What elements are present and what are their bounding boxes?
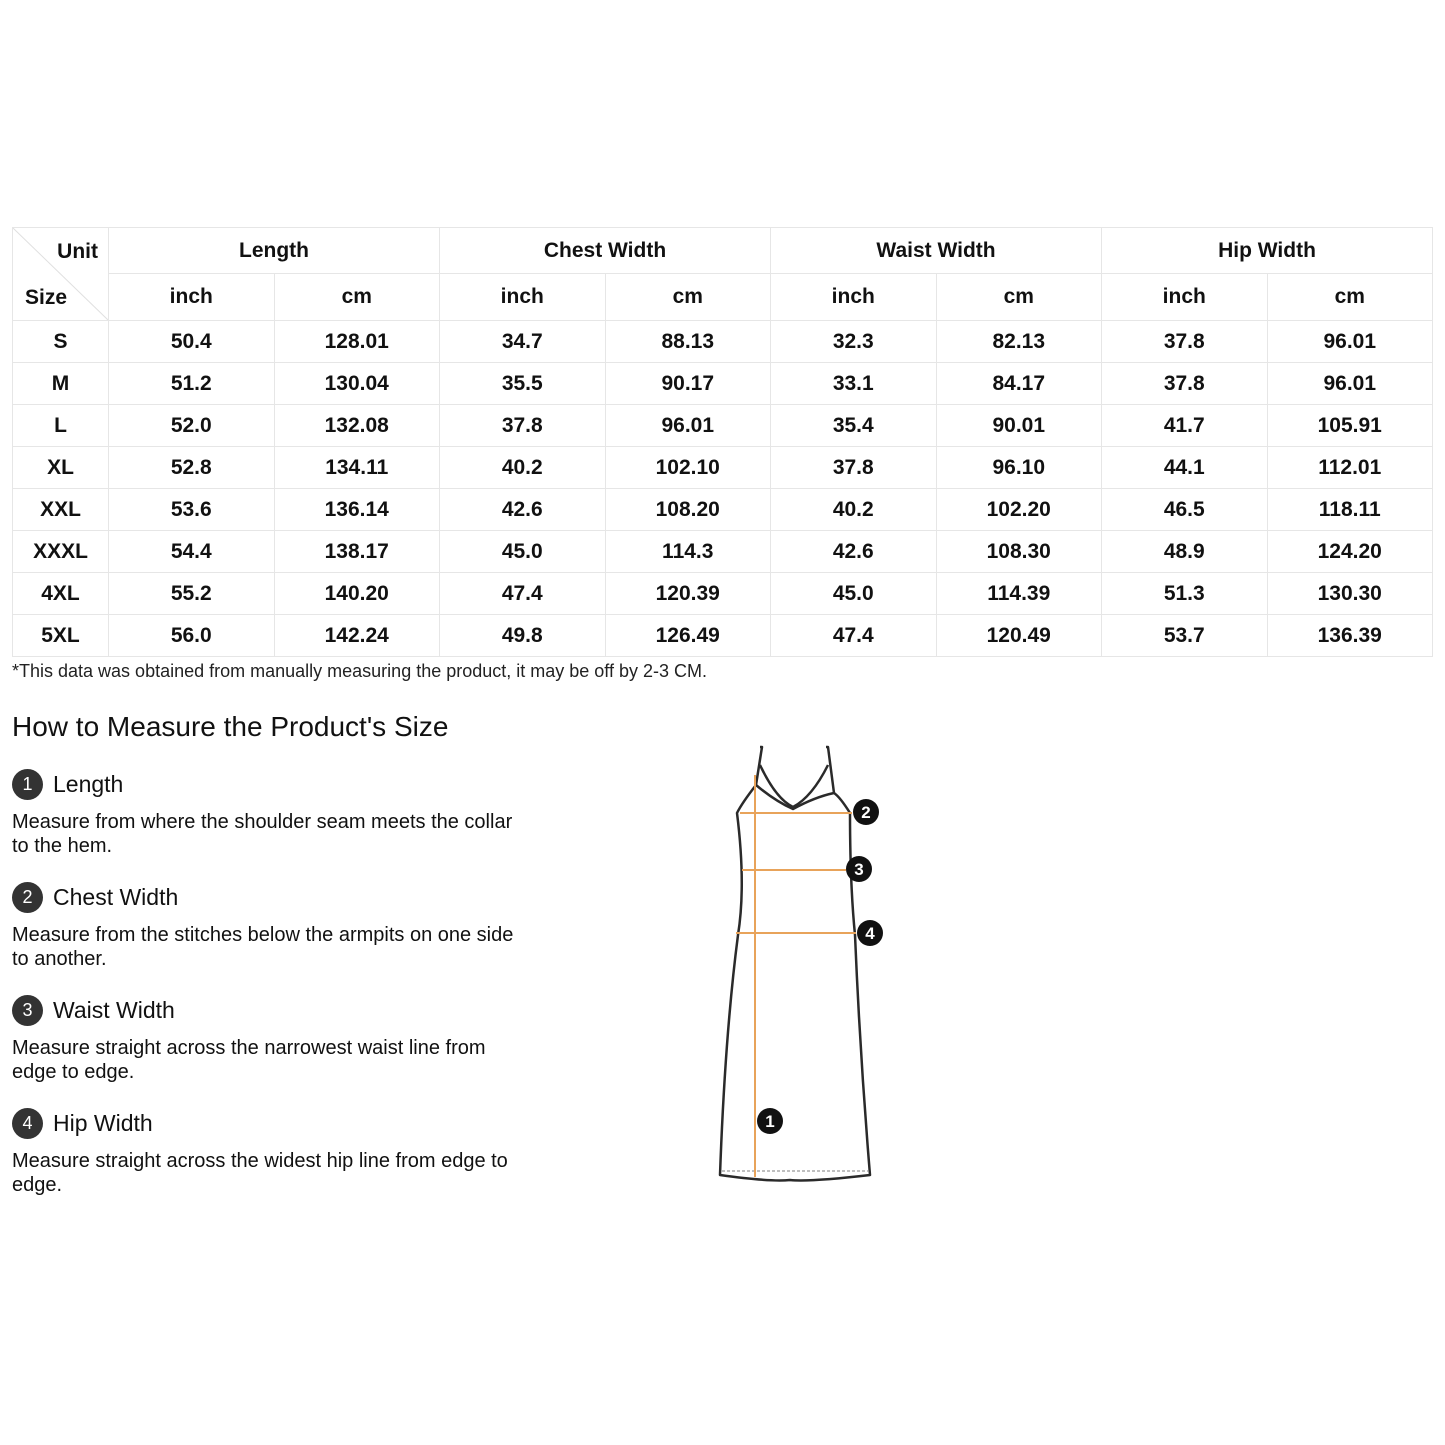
howto-title: How to Measure the Product's Size bbox=[12, 711, 449, 742]
table-row bbox=[13, 363, 1433, 405]
size-label-cell: L bbox=[13, 405, 109, 447]
measurement-cell: 96.01 bbox=[1267, 363, 1433, 405]
measurement-cell: 46.5 bbox=[1102, 489, 1268, 531]
marker-2 bbox=[853, 799, 879, 825]
measurement-cell: 126.49 bbox=[605, 615, 771, 657]
table-row bbox=[13, 615, 1433, 657]
measurement-cell: 134.11 bbox=[274, 447, 440, 489]
measurement-cell: 52.0 bbox=[109, 405, 275, 447]
measurement-cell: 140.20 bbox=[274, 573, 440, 615]
unit-header: inch bbox=[109, 274, 275, 321]
measurement-cell: 130.04 bbox=[274, 363, 440, 405]
marker-3 bbox=[846, 856, 872, 882]
measurement-cell: 82.13 bbox=[936, 321, 1102, 363]
measurement-cell: 32.3 bbox=[771, 321, 937, 363]
size-label-cell: S bbox=[13, 321, 109, 363]
step-title: Hip Width bbox=[53, 1109, 153, 1136]
step-number-badge: 2 bbox=[12, 882, 43, 913]
measurement-cell: 102.20 bbox=[936, 489, 1102, 531]
measurement-cell: 114.39 bbox=[936, 573, 1102, 615]
svg-text:1: 1 bbox=[765, 1112, 775, 1131]
measurement-cell: 52.8 bbox=[109, 447, 275, 489]
measurement-cell: 130.30 bbox=[1267, 573, 1433, 615]
step-title: Chest Width bbox=[53, 883, 179, 910]
measurement-cell: 48.9 bbox=[1102, 531, 1268, 573]
corner-size-label: Size bbox=[25, 286, 68, 309]
measurement-cell: 47.4 bbox=[771, 615, 937, 657]
measurement-lines bbox=[736, 775, 856, 1177]
svg-text:2: 2 bbox=[861, 803, 871, 822]
step-number-badge: 1 bbox=[12, 769, 43, 800]
group-header-waist-width: Waist Width bbox=[771, 228, 1102, 274]
dress-measurement-diagram bbox=[690, 735, 920, 1195]
measurement-cell: 37.8 bbox=[1102, 321, 1268, 363]
measurement-cell: 41.7 bbox=[1102, 405, 1268, 447]
measurement-cell: 138.17 bbox=[274, 531, 440, 573]
measurement-cell: 108.30 bbox=[936, 531, 1102, 573]
measurement-cell: 96.01 bbox=[1267, 321, 1433, 363]
size-label-cell: XXXL bbox=[13, 531, 109, 573]
measurement-cell: 136.39 bbox=[1267, 615, 1433, 657]
table-row bbox=[13, 573, 1433, 615]
measurement-cell: 90.17 bbox=[605, 363, 771, 405]
measurement-cell: 114.3 bbox=[605, 531, 771, 573]
step-description: Measure from where the shoulder seam meets the collar to the hem. bbox=[12, 811, 513, 857]
size-chart-table bbox=[12, 227, 1433, 657]
measurement-cell: 33.1 bbox=[771, 363, 937, 405]
measurement-cell: 112.01 bbox=[1267, 447, 1433, 489]
measurement-cell: 37.8 bbox=[771, 447, 937, 489]
measurement-cell: 40.2 bbox=[440, 447, 606, 489]
measurement-cell: 136.14 bbox=[274, 489, 440, 531]
unit-header: cm bbox=[936, 274, 1102, 321]
group-header-chest-width: Chest Width bbox=[440, 228, 771, 274]
step-description: Measure from the stitches below the armpits on one side to another. bbox=[12, 924, 514, 970]
marker-1 bbox=[757, 1108, 783, 1134]
measurement-cell: 45.0 bbox=[771, 573, 937, 615]
size-label-cell: 4XL bbox=[13, 573, 109, 615]
step-hip-width bbox=[12, 1107, 532, 1197]
measurement-cell: 47.4 bbox=[440, 573, 606, 615]
svg-text:3: 3 bbox=[854, 860, 864, 879]
table-row bbox=[13, 321, 1433, 363]
step-length bbox=[12, 768, 532, 858]
size-label-cell: XXL bbox=[13, 489, 109, 531]
measurement-cell: 35.4 bbox=[771, 405, 937, 447]
measurement-cell: 54.4 bbox=[109, 531, 275, 573]
size-label-cell: M bbox=[13, 363, 109, 405]
measurement-cell: 44.1 bbox=[1102, 447, 1268, 489]
measurement-cell: 35.5 bbox=[440, 363, 606, 405]
measurement-cell: 45.0 bbox=[440, 531, 606, 573]
measurement-cell: 84.17 bbox=[936, 363, 1102, 405]
measurement-cell: 51.2 bbox=[109, 363, 275, 405]
step-chest-width bbox=[12, 881, 532, 971]
measurement-cell: 51.3 bbox=[1102, 573, 1268, 615]
table-unit-row bbox=[13, 274, 1433, 321]
step-waist-width bbox=[12, 994, 532, 1084]
unit-header: cm bbox=[274, 274, 440, 321]
table-row bbox=[13, 489, 1433, 531]
step-description: Measure straight across the widest hip line from edge to edge. bbox=[12, 1150, 508, 1196]
measurement-cell: 96.01 bbox=[605, 405, 771, 447]
unit-header: cm bbox=[1267, 274, 1433, 321]
table-row bbox=[13, 447, 1433, 489]
measurement-cell: 102.10 bbox=[605, 447, 771, 489]
measurement-cell: 42.6 bbox=[440, 489, 606, 531]
measurement-cell: 105.91 bbox=[1267, 405, 1433, 447]
measurement-cell: 108.20 bbox=[605, 489, 771, 531]
measurement-cell: 118.11 bbox=[1267, 489, 1433, 531]
measurement-cell: 56.0 bbox=[109, 615, 275, 657]
measurement-cell: 88.13 bbox=[605, 321, 771, 363]
step-description: Measure straight across the narrowest waist line from edge to edge. bbox=[12, 1037, 486, 1083]
marker-4 bbox=[857, 920, 883, 946]
unit-size-corner-cell bbox=[13, 228, 109, 321]
measurement-cell: 96.10 bbox=[936, 447, 1102, 489]
unit-header: cm bbox=[605, 274, 771, 321]
table-header-row bbox=[13, 228, 1433, 274]
measurement-cell: 53.7 bbox=[1102, 615, 1268, 657]
unit-header: inch bbox=[440, 274, 606, 321]
step-number-badge: 4 bbox=[12, 1108, 43, 1139]
measurement-cell: 90.01 bbox=[936, 405, 1102, 447]
size-label-cell: 5XL bbox=[13, 615, 109, 657]
table-row bbox=[13, 531, 1433, 573]
measurement-cell: 120.39 bbox=[605, 573, 771, 615]
size-label-cell: XL bbox=[13, 447, 109, 489]
measurement-cell: 40.2 bbox=[771, 489, 937, 531]
measurement-cell: 34.7 bbox=[440, 321, 606, 363]
unit-header: inch bbox=[1102, 274, 1268, 321]
measurement-cell: 124.20 bbox=[1267, 531, 1433, 573]
measurement-cell: 53.6 bbox=[109, 489, 275, 531]
measurement-cell: 37.8 bbox=[1102, 363, 1268, 405]
group-header-hip-width: Hip Width bbox=[1102, 228, 1433, 274]
measurement-cell: 42.6 bbox=[771, 531, 937, 573]
group-header-length: Length bbox=[109, 228, 440, 274]
measurement-cell: 55.2 bbox=[109, 573, 275, 615]
unit-header: inch bbox=[771, 274, 937, 321]
corner-unit-label: Unit bbox=[57, 240, 98, 263]
measurement-cell: 50.4 bbox=[109, 321, 275, 363]
step-title: Waist Width bbox=[53, 996, 175, 1023]
svg-text:4: 4 bbox=[865, 924, 875, 943]
step-number-badge: 3 bbox=[12, 995, 43, 1026]
measurement-cell: 37.8 bbox=[440, 405, 606, 447]
measurement-cell: 120.49 bbox=[936, 615, 1102, 657]
measurement-note: *This data was obtained from manually measuring the product, it may be off by 2-3 CM. bbox=[12, 661, 708, 681]
table-row bbox=[13, 405, 1433, 447]
table-body bbox=[13, 321, 1433, 657]
measurement-cell: 128.01 bbox=[274, 321, 440, 363]
measurement-cell: 49.8 bbox=[440, 615, 606, 657]
measurement-cell: 132.08 bbox=[274, 405, 440, 447]
measurement-cell: 142.24 bbox=[274, 615, 440, 657]
step-title: Length bbox=[53, 770, 124, 797]
